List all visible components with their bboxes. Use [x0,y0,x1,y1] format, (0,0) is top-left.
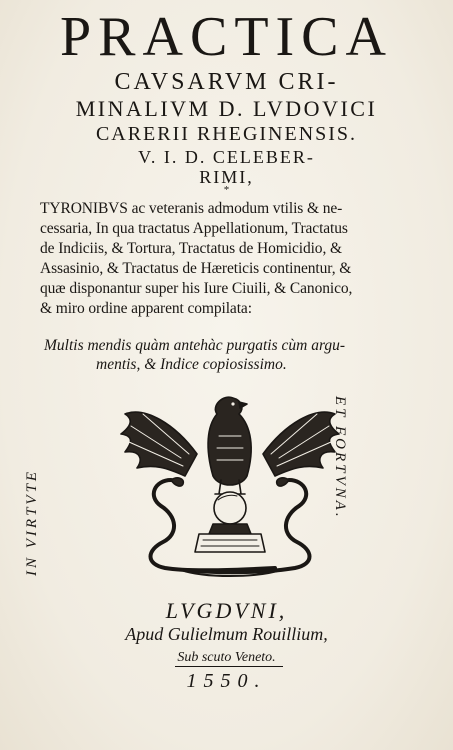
description-line: de Indiciis, & Tortura, Tractatus de Homicidio, & [40,240,342,257]
ornament-asterisk: * [223,184,230,196]
note-line-2: mentis, & Indice copiosissimo. [96,356,287,373]
description-line: quæ disponantur super his Iure Ciuili, & Canonico, [40,280,353,297]
book-title: PRACTICA [60,6,393,68]
imprint-publisher: Apud Gulielmum Rouillium, [125,624,328,644]
description-line: & miro ordine apparent compilata: [40,300,252,317]
note-line-1: Multis mendis quàm antehàc purgatis cùm argu- [44,337,346,354]
divider [175,666,283,667]
imprint-city: LVGDVNI, [165,598,288,623]
imprint-year: 1550. [186,670,267,692]
title-line-2: CAVSARVM CRI- [114,69,339,95]
imprint-sign: Sub scuto Veneto. [177,650,276,665]
description-line: TYRONIBVS ac veteranis admodum vtilis & ne- [40,200,343,217]
printers-device-eagle-icon [85,384,375,584]
title-line-5: V. I. D. CELEBER- [138,147,315,167]
device-motto-right: ET FORTVNA. [332,396,348,520]
title-line-4: CARERII RHEGINENSIS. [95,123,358,145]
description-line: cessaria, In qua tractatus Appellationum, Tractatus [40,220,348,237]
title-line-6: RIMI, [199,167,254,187]
description-line: Assasinio, & Tractatus de Hæreticis continentur, & [40,260,352,277]
title-line-3: MINALIVM D. LVDOVICI [75,96,378,121]
device-motto-left: IN VIRTVTE [24,468,40,576]
